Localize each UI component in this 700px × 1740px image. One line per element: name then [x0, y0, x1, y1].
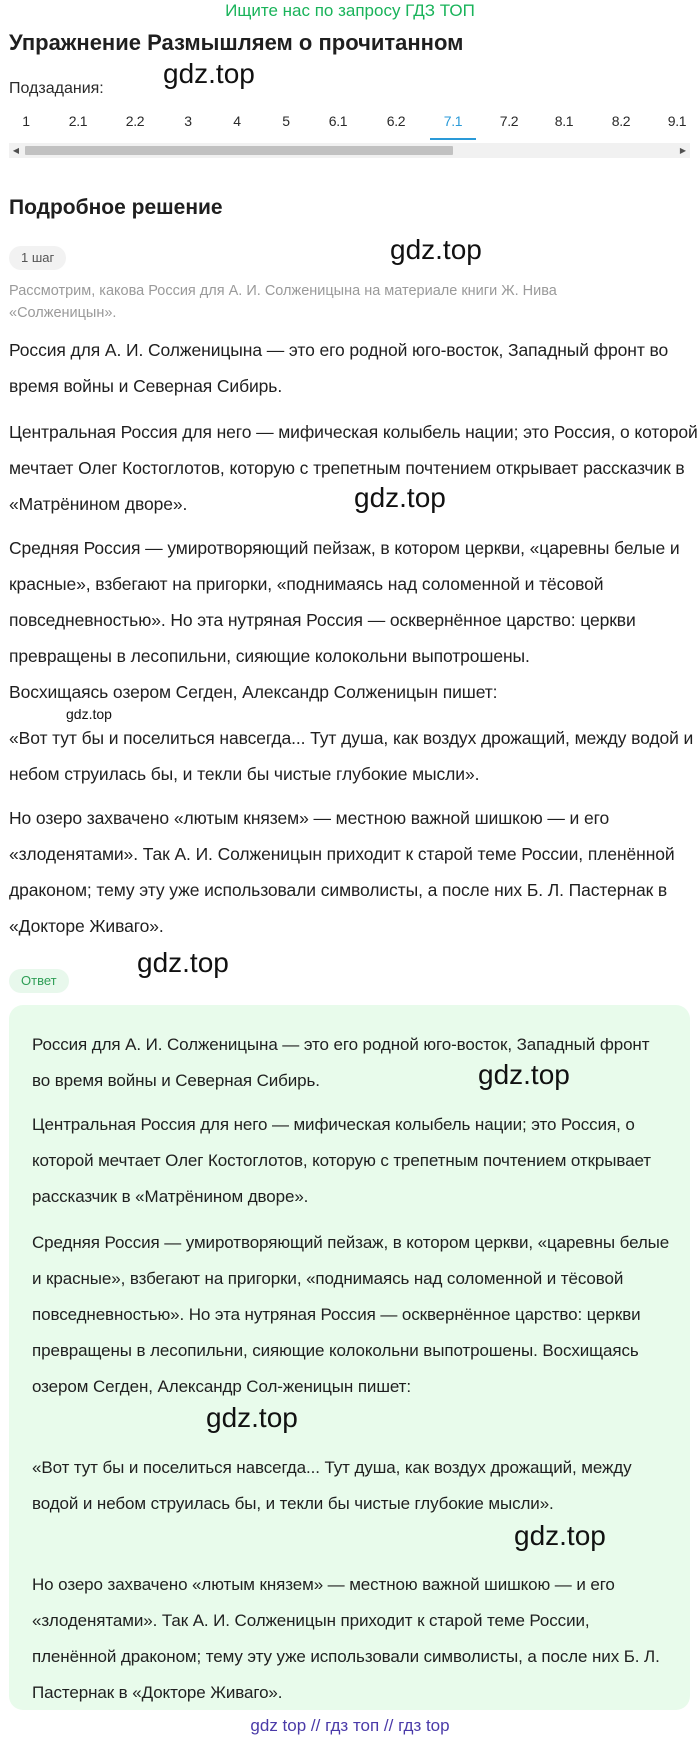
tab-9-1[interactable]: 9.1: [667, 113, 687, 129]
watermark: gdz.top: [163, 58, 255, 89]
watermark: gdz.top: [66, 706, 112, 722]
solution-paragraph: Восхищаясь озером Сегден, Александр Солженицын пишет:: [9, 682, 498, 702]
tab-8-2[interactable]: 8.2: [611, 113, 631, 129]
answer-paragraph: Центральная Россия для него — мифическая колыбель нации; это Россия, о которой мечтает Олег Костоглотов, которую с трепетным почтением открывает рассказчик в «Матрёнином дворе».: [32, 1115, 651, 1206]
footer-links[interactable]: gdz top // гдз топ // гдз top: [250, 1716, 450, 1735]
watermark: gdz.top: [390, 234, 482, 265]
answer-paragraph: Россия для А. И. Солженицына — это его родной юго-восток, Западный фронт во время войны и Северная Сибирь.: [32, 1035, 650, 1090]
scroll-thumb[interactable]: [25, 146, 453, 155]
watermark: gdz.top: [206, 1402, 298, 1433]
tab-6-1[interactable]: 6.1: [328, 113, 348, 129]
subtask-tabs: [0, 110, 690, 142]
tab-2-1[interactable]: 2.1: [68, 113, 88, 129]
section-title: Подробное решение: [9, 196, 223, 219]
tab-4[interactable]: 4: [233, 113, 241, 129]
tab-2-2[interactable]: 2.2: [125, 113, 145, 129]
tab-3[interactable]: 3: [184, 113, 192, 129]
watermark: gdz.top: [354, 482, 446, 513]
tab-7-2[interactable]: 7.2: [499, 113, 519, 129]
top-banner[interactable]: Ищите нас по запросу ГДЗ ТОП: [225, 1, 475, 20]
step-intro: Рассмотрим, какова Россия для А. И. Солженицына на материале книги Ж. Нива «Солженицын».: [9, 283, 557, 321]
tab-5[interactable]: 5: [282, 113, 290, 129]
answer-badge: Ответ: [9, 969, 69, 993]
solution-paragraph: Центральная Россия для него — мифическая колыбель нации; это Россия, о которой мечтает Олег Костоглотов, которую с трепетным почтением открывает рассказчик в «Матрёнином дворе».: [9, 422, 698, 514]
tab-7-1[interactable]: 7.1: [430, 110, 476, 140]
solution-quote: «Вот тут бы и поселиться навсегда... Тут душа, как воздух дрожащий, между водой и небом струилась бы, и текли бы чистые глубокие мысли».: [9, 728, 694, 784]
step-badge: 1 шаг: [9, 246, 66, 270]
tab-8-1[interactable]: 8.1: [554, 113, 574, 129]
answer-quote: «Вот тут бы и поселиться навсегда... Тут душа, как воздух дрожащий, между водой и небом струилась бы, и текли бы чистые глубокие мысли».: [32, 1458, 632, 1513]
solution-paragraph: Россия для А. И. Солженицына — это его родной юго-восток, Западный фронт во время войны и Северная Сибирь.: [9, 340, 669, 396]
solution-paragraph: Средняя Россия — умиротворяющий пейзаж, в котором церкви, «царевны белые и красные», взбегают на пригорки, «поднимаясь над соломенной и тёсовой повседневностью». Но эта нутряная Россия — осквернённое царство: церкви превращены в лесопильни, сияющие колокольни выпотрошены.: [9, 538, 680, 666]
page-title: Упражнение Размышляем о прочитанном: [9, 30, 464, 55]
watermark: gdz.top: [478, 1059, 570, 1090]
scroll-left-arrow-icon[interactable]: ◀: [12, 146, 20, 155]
watermark: gdz.top: [137, 947, 229, 978]
scroll-right-arrow-icon[interactable]: ▶: [679, 146, 687, 155]
solution-paragraph: Но озеро захвачено «лютым князем» — местною важной шишкою — и его «злоденятами». Так А. И. Солженицын приходит к старой теме России, пленённой драконом; тему эту уже использовали символисты, а после них Б. Л. Пастернак в «Докторе Живаго».: [9, 808, 675, 936]
tabs-scrollbar[interactable]: [9, 143, 690, 158]
subtasks-label: Подзадания:: [9, 80, 104, 97]
tab-6-2[interactable]: 6.2: [386, 113, 406, 129]
watermark: gdz.top: [514, 1520, 606, 1551]
answer-paragraph: Средняя Россия — умиротворяющий пейзаж, в котором церкви, «царевны белые и красные», взбегают на пригорки, «поднимаясь над соломенной и тёсовой повседневностью». Но эта нутряная Россия — осквернённое царство: церкви превращены в лесопильни, сияющие колокольни выпотрошены. Восхищаясь озером Сегден, Александр Сол-женицын пишет:: [32, 1233, 670, 1396]
tab-1[interactable]: 1: [22, 113, 30, 129]
answer-paragraph: Но озеро захвачено «лютым князем» — местною важной шишкою — и его «злоденятами». Так А. И. Солженицын приходит к старой теме России, пленённой драконом; тему эту уже использовали символисты, а после них Б. Л. Пастернак в «Докторе Живаго».: [32, 1575, 660, 1702]
